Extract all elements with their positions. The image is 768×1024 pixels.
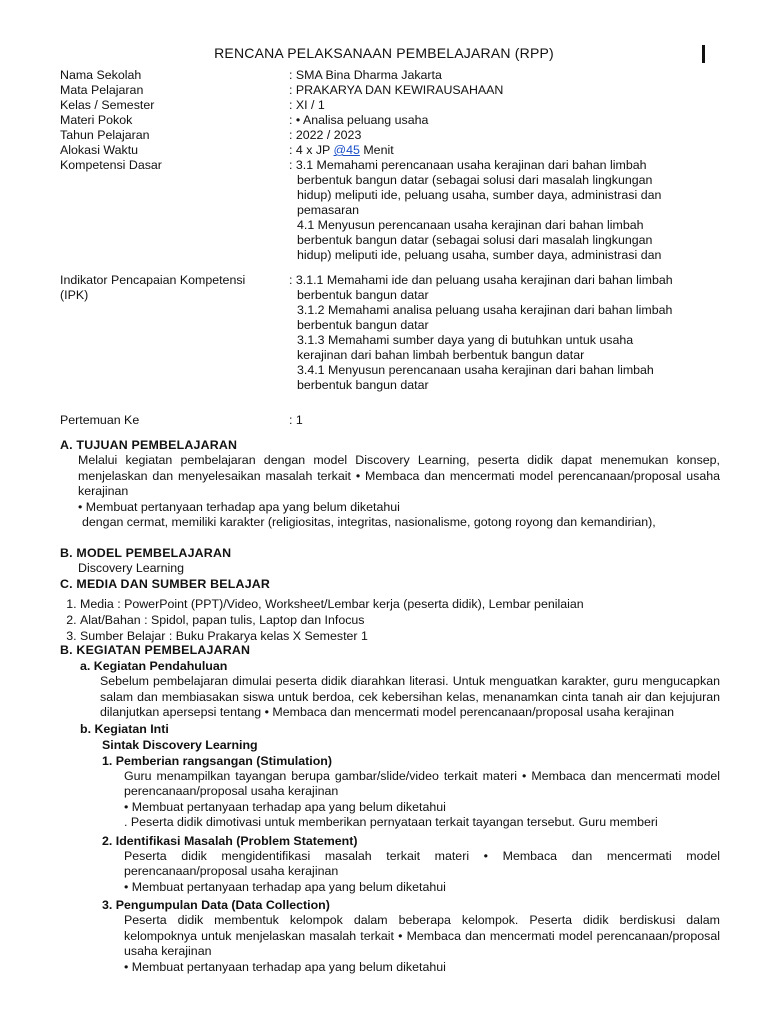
alokasi-prefix: : 4 x JP <box>289 143 334 157</box>
value-nama-sekolah: : SMA Bina Dharma Jakarta <box>289 68 442 82</box>
step3-heading: 3. Pengumpulan Data (Data Collection) <box>102 898 330 912</box>
kd-line: hidup) meliputi ide, peluang usaha, sumber daya, administrasi dan <box>297 188 662 202</box>
section-kegiatan <box>60 642 720 975</box>
section-tujuan <box>60 437 720 531</box>
tujuan-bullet: • Membuat pertanyaan terhadap apa yang belum diketahui <box>78 499 400 514</box>
kd-line: berbentuk bangun datar (sebagai solusi dari masalah lingkungan <box>297 233 653 247</box>
row-nama-sekolah <box>60 68 720 83</box>
ipk-line: berbentuk bangun datar <box>297 288 429 302</box>
alokasi-link[interactable]: @45 <box>333 143 360 157</box>
row-mata-pelajaran <box>60 83 720 98</box>
value-alokasi <box>289 143 720 158</box>
label-kompetensi-dasar: Kompetensi Dasar <box>60 158 162 172</box>
row-kompetensi-dasar <box>60 158 720 273</box>
section-model <box>60 545 720 577</box>
list-item: 2. Alat/Bahan : Spidol, papan tulis, Laptop dan Infocus <box>80 612 720 628</box>
row-tahun <box>60 128 720 143</box>
value-pertemuan: : 1 <box>289 413 303 427</box>
label-ipk <box>60 273 285 303</box>
section-media <box>60 576 720 644</box>
ipk-line: kerajinan dari bahan limbah berbentuk bangun datar <box>297 348 585 362</box>
ipk-line: 3.4.1 Menyusun perencanaan usaha kerajinan dari bahan limbah <box>297 363 654 377</box>
section-heading: C. MEDIA DAN SUMBER BELAJAR <box>60 577 271 591</box>
section-heading: B. MODEL PEMBELAJARAN <box>60 546 232 560</box>
step2-paragraph: Peserta didik mengidentifikasi masalah terkait materi • Membaca dan mencermati model perencanaan/proposal usaha kerajinan <box>124 848 720 878</box>
step1-extra: . Peserta didik dimotivasi untuk memberikan pernyataan terkait tayangan tersebut. Guru memberi <box>124 815 658 829</box>
inti-subheading: Sintak Discovery Learning <box>102 737 258 752</box>
list-item: 3. Sumber Belajar : Buku Prakarya kelas X Semester 1 <box>80 628 720 644</box>
label-ipk-line2: (IPK) <box>60 288 89 302</box>
list-item: 1. Media : PowerPoint (PPT)/Video, Worksheet/Lembar kerja (peserta didik), Lembar penilaian <box>80 596 720 612</box>
kd-line: : 3.1 Memahami perencanaan usaha kerajinan dari bahan limbah <box>289 158 647 172</box>
kd-line: pemasaran <box>297 203 359 217</box>
label-materi: Materi Pokok <box>60 113 133 127</box>
label-mata-pelajaran: Mata Pelajaran <box>60 83 144 97</box>
ipk-line: 3.1.2 Memahami analisa peluang usaha kerajinan dari bahan limbah <box>297 303 673 317</box>
step2-bullet: • Membuat pertanyaan terhadap apa yang belum diketahui <box>124 879 446 894</box>
label-kelas: Kelas / Semester <box>60 98 155 112</box>
label-alokasi: Alokasi Waktu <box>60 143 139 157</box>
kd-line: hidup) meliputi ide, peluang usaha, sumber daya, administrasi dan <box>297 248 662 262</box>
ipk-line: : 3.1.1 Memahami ide dan peluang usaha kerajinan dari bahan limbah <box>289 273 673 287</box>
media-list <box>60 596 720 644</box>
tujuan-tail: dengan cermat, memiliki karakter (religiositas, integritas, nasionalisme, gotong royong dan kemandirian), <box>82 515 656 529</box>
label-pertemuan: Pertemuan Ke <box>60 413 140 427</box>
document-title: RENCANA PELAKSANAAN PEMBELAJARAN (RPP) <box>214 45 554 61</box>
step3-paragraph: Peserta didik membentuk kelompok dalam beberapa kelompok. Peserta didik berdiskusi dalam kelompoknya untuk menjelaskan masalah terkait • Membaca dan mencermati model perencanaan/proposal usaha kerajinan <box>124 913 720 958</box>
pendahuluan-paragraph: Sebelum pembelajaran dimulai peserta didik diarahkan literasi. Untuk menguatkan karakter, guru mengucapkan salam dan membiasakan siswa untuk berdoa, cek kebersihan kelas, menanamkan cinta tanah air dan kejujuran dilanjutkan apersepsi tentang • Membaca dan mencermati model perencanaan/proposal usaha kerajinan <box>100 674 720 719</box>
label-tahun: Tahun Pelajaran <box>60 128 150 142</box>
step2-heading: 2. Identifikasi Masalah (Problem Statement) <box>102 833 358 848</box>
alokasi-suffix: Menit <box>359 143 394 157</box>
label-nama-sekolah: Nama Sekolah <box>60 68 142 82</box>
row-materi <box>60 113 720 128</box>
kd-line: 4.1 Menyusun perencanaan usaha kerajinan dari bahan limbah <box>297 218 644 232</box>
text-cursor <box>702 45 705 63</box>
section-heading: A. TUJUAN PEMBELAJARAN <box>60 438 238 452</box>
row-pertemuan <box>60 413 720 428</box>
step3-bullet: • Membuat pertanyaan terhadap apa yang belum diketahui <box>124 959 446 974</box>
ipk-line: 3.1.3 Memahami sumber daya yang di butuhkan untuk usaha <box>297 333 634 347</box>
identity-table <box>60 68 720 428</box>
pendahuluan-heading: a. Kegiatan Pendahuluan <box>80 659 228 673</box>
inti-heading: b. Kegiatan Inti <box>80 721 169 736</box>
row-ipk <box>60 273 720 413</box>
label-ipk-line1: Indikator Pencapaian Kompetensi <box>60 273 246 287</box>
value-materi: : • Analisa peluang usaha <box>289 113 429 127</box>
section-heading: B. KEGIATAN PEMBELAJARAN <box>60 643 251 657</box>
kd-line: berbentuk bangun datar (sebagai solusi dari masalah lingkungan <box>297 173 653 187</box>
model-text: Discovery Learning <box>78 561 185 575</box>
row-kelas <box>60 98 720 113</box>
value-kompetensi-dasar <box>289 158 720 263</box>
ipk-line: berbentuk bangun datar <box>297 318 429 332</box>
value-ipk <box>289 273 720 393</box>
ipk-line: berbentuk bangun datar <box>297 378 429 392</box>
value-mata-pelajaran: : PRAKARYA DAN KEWIRAUSAHAAN <box>289 83 504 97</box>
step1-heading: 1. Pemberian rangsangan (Stimulation) <box>102 753 332 768</box>
step1-bullet: • Membuat pertanyaan terhadap apa yang belum diketahui <box>124 799 446 814</box>
value-tahun: : 2022 / 2023 <box>289 128 362 142</box>
row-alokasi <box>60 143 720 158</box>
tujuan-paragraph: Melalui kegiatan pembelajaran dengan model Discovery Learning, peserta didik dapat menemukan konsep, menjelaskan dan menyelesaikan masalah terkait • Membaca dan mencermati model perencanaan/proposal usaha kerajinan <box>78 453 720 498</box>
value-kelas: : XI / 1 <box>289 98 325 112</box>
step1-paragraph: Guru menampilkan tayangan berupa gambar/slide/video terkait materi • Membaca dan mencermati model perencanaan/proposal usaha kerajinan <box>124 768 720 798</box>
